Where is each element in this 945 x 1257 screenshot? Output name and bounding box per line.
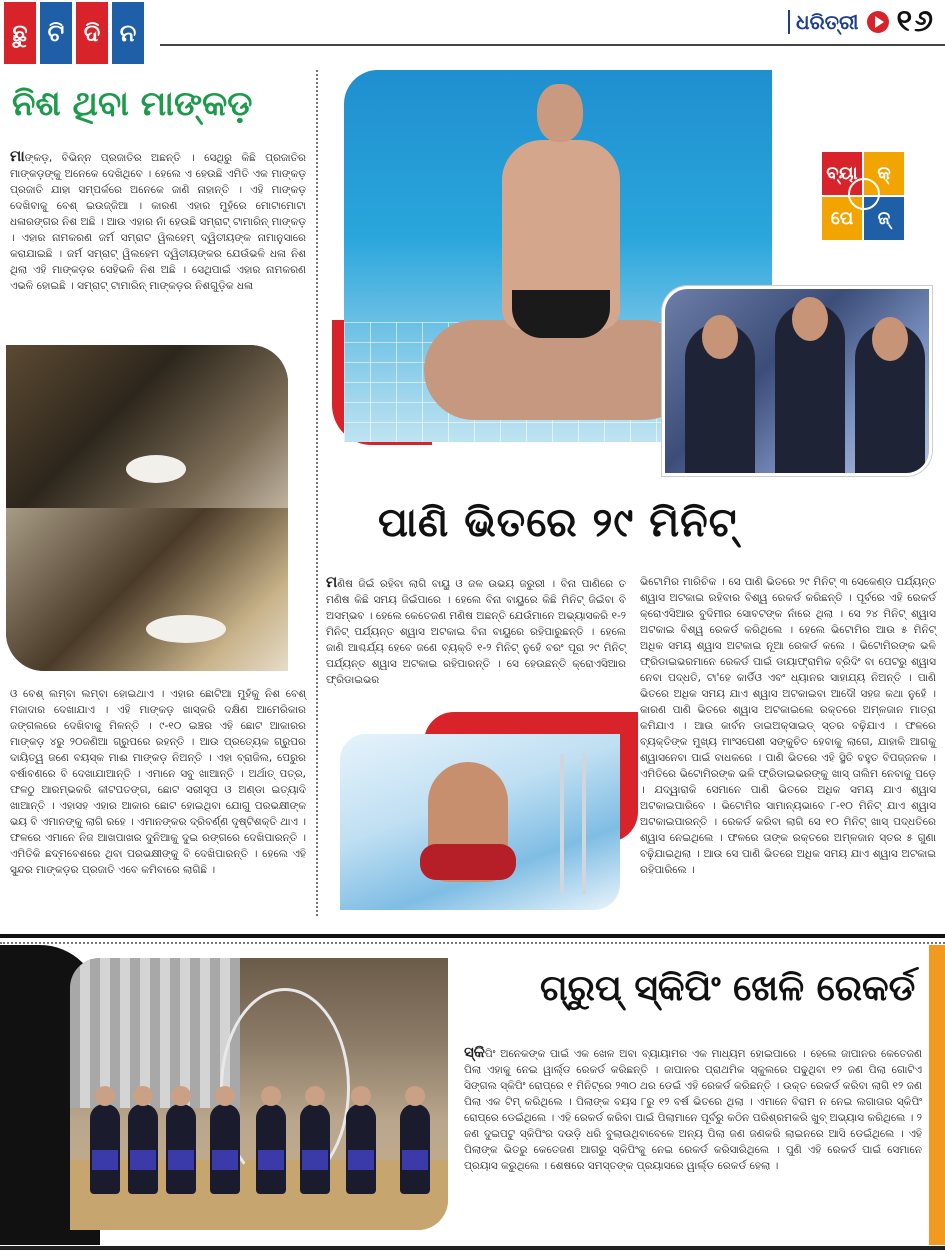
skip-body-text: ପିଂ ଅନେକଙ୍କ ପାଇଁ ଏକ ଖେଳ ଅବା ବ୍ୟାୟାମର ଏକ ମାଧ୍ୟମ ହୋଇପାରେ । ହେଲେ ଜାପାନର କେତେଜଣ ପିଲା ଏହାକୁ ନେଇ ୱାର୍ଲ୍ଡ ରେକର୍ଡ କରିଛନ୍ତି । ଜାପାନର ପ୍ରାଥମିକ ସ୍କୁଲରେ ପଢୁଥିବା ୧୨ ଜଣ ପିଲା ଗୋଟିଏ ସିଙ୍ଗଲ ସ୍କିପିଂ ରୋପ୍‌ରେ ୧ ମିନିଟ୍‌ରେ ୨୩୦ ଥର ଡେଇଁ ଏହି ରେକର୍ଡ କରିଛନ୍ତି । ଉକ୍ତ ରେକର୍ଡ କରିବା ଲାଗି ୧୨ ଜଣ ପିଲା ଏକ ଟିମ୍ କରିଥିଲେ । ପିଲାଙ୍କ ବୟସ ୮ରୁ ୧୨ ବର୍ଷ ଭିତରେ ଥିଲା । ଏମାନେ ବିରାମ ନ ନେଇ ଲଗାତାର ସ୍କିପିଂ ରୋପ୍‌ରେ ଡେଇଁଥିଲେ । ଏହି ରେକର୍ଡ କରିବା ପାଇଁ ପିଲାମାନେ ପୂର୍ବରୁ କଠିନ ପରିଶ୍ରମକରି ଖୁବ୍ ଅଭ୍ୟାସ କରିଥିଲେ । ୨ ଜଣ ଦୁଇପଟୁ ସ୍କିପିଂର ଦଉଡ଼ି ଧରି ବୁଲାଉଥିବାବେଳେ ଅନ୍ୟ ପିଲା ଜଣ ଜଣକରି ଲାଇନରେ ଆସି ଡେଇଁଥିଲେ । ଏହି ପିଲାଙ୍କ ଭିତରୁ କେତେଜଣ ଆଗରୁ ସ୍କିପିଂକୁ ନେଇ ରେକର୍ଡ କରିସାରିଥିଲେ । ପୁଣି ଏହି ରେକର୍ଡ ପାଇଁ ସେମାନେ ପ୍ରୟାସ କରୁଥିଲେ । ଶେଷରେ ସମସ୍ତଙ୍କ ପ୍ରୟାସରେ ୱାର୍ଲ୍ଡ ରେକର୍ଡ ହେଲା । <box>464 1048 922 1172</box>
pool-ladder <box>560 754 586 894</box>
section-tab-4: ନ <box>112 2 144 64</box>
diver-head-1 <box>702 315 738 359</box>
play-icon <box>867 11 889 33</box>
kid-figure-3 <box>166 1104 196 1194</box>
section-tab-1: ଛୁ <box>4 2 36 64</box>
left-article-para1 <box>10 148 306 294</box>
main-headline: ପାଣି ଭିତରେ ୨୯ ମିନିଟ୍ <box>378 500 738 546</box>
left-dropcap: ମା <box>10 147 25 165</box>
section-tabs <box>4 2 144 64</box>
main-article-col2: ଭିଟୋମିର ମାରିଚିକ । ସେ ପାଣି ଭିତରେ ୨୯ ମିନିଟ୍ ୩ ସେକେଣ୍ଡ ପର୍ଯ୍ୟନ୍ତ ଶ୍ୱାସ ଅଟକାଇ ରହିବାର ବିଶ୍ୱ ରେକର୍ଡ କରିଛନ୍ତି । ପୂର୍ବରେ ଏହି ରେକର୍ଡ କ୍ରୋଏସିଆର ବୁଦିମୀର ସୋବଟଙ୍କ ନାଁରେ ଥିଲା । ସେ ୨୪ ମିନିଟ୍ ଶ୍ୱାସ ଅଟକାଇ ବିଶ୍ୱ ରେକର୍ଡ କରିଥିଲେ । ହେଲେ ଭିଟୋମିର ଆଉ ୫ ମିନିଟ୍ ଅଧିକ ସମୟ ଶ୍ୱାସ ଅଟକାଇ ନୂଆ ରେକର୍ଡ କଲେ । ଭିଟୋମିରଙ୍କ ଭଳି ଫ୍ରିଡାଇଭରମାନେ ରେକର୍ଡ ପାଇଁ ଡାୟାଫ୍ରାମିକ ବ୍ରିଦିଂ ବା ପେଟରୁ ଶ୍ୱାସ ନେବା ପଦ୍ଧତି, ଟା'ହେ କାର୍ଡିଓ ଏବଂ ଧ୍ୟାନର ସାହାଯ୍ୟ ନିଅନ୍ତି । ପାଣି ଭିତରେ ଅଧିକ ସମୟ ଯାଏ ଶ୍ୱାସ ଅଟକାଇବା ଆଦୌ ସହଜ କଥା ନୁହେଁ । କାରଣ ପାଣି ଭିତରେ ଶ୍ୱାସ ଅଟକାଇଲେ ରକ୍ତରେ ଅମ୍ଳଜାନ ମାତ୍ରା କମିଯାଏ । ଆଉ କାର୍ବନ ଡାଇଅକ୍ସାଇଡ୍ ସ୍ତର ବଢ଼ିଯାଏ । ଫଳରେ ବ୍ୟକ୍ତିଙ୍କ ମୁଖ୍ୟ ମାଂସପେଶୀ ସଙ୍କୁଚିତ ହେବାକୁ ଲାଗେ, ଯାହାକି ଆଗକୁ ଶ୍ୱାସନେବା ପାଇଁ ବାଧକରେ । ପାଣି ଭିତରେ ଏହି ସ୍ଥିତି ବହୁତ ବିପଜ୍ଜନକ । ଏମିତିରେ ଭିଟୋମିରଙ୍କ ଭଳି ଫ୍ରିଡାଇଭରଙ୍କୁ ଖାସ୍ ତାଲିମ ନେବାକୁ ପଡ଼େ । ଯଦ୍ୱାରାକି ସେମାନେ ପାଣି ଭିତରେ ଅଧିକ ସମୟ ଯାଏ ଶ୍ୱାସ ଅଟକାଇପାରିବେ । ଭିଟୋମିର ସାମାନ୍ୟଭାବେ ୮-୧୦ ମିନିଟ୍ ଯାଏ ଶ୍ୱାସ ଅଟକାଇପାରନ୍ତି । ରେକର୍ଡ କରିବା ଲାଗି ସେ ୧୦ ମିନିଟ୍ ଖାସ୍ ପଦ୍ଧତିରେ ଶ୍ୱାସ ନେଇଥିଲେ । ଫଳରେ ତାଙ୍କ ରକ୍ତରେ ଅମ୍ଳଜାନ ସ୍ତର ୫ ଗୁଣା ବଢ଼ିଯାଇଥିଲା । ଆଉ ସେ ପାଣି ଭିତରେ ଅଧିକ ସମୟ ଯାଏ ଶ୍ୱାସ ଅଟକାଇ ରହିପାରିଲେ । <box>640 576 936 876</box>
kid-figure-4 <box>210 1104 240 1194</box>
hall-curtain <box>70 958 240 1108</box>
monkey-whisker-1 <box>126 455 186 483</box>
left-para1-text: ଙ୍କଡ଼, ବିଭିନ୍ନ ପ୍ରଜାତିର ଅଛନ୍ତି । ସେଥିରୁ କିଛି ପ୍ରଜାତିର ମାଙ୍କଡ଼ଙ୍କୁ ଅନେକେ ଦେଖିଥିବେ । ହେଲେ ଏ ହେଉଛି ଏମିତି ଏକ ମାଙ୍କଡ଼ ପ୍ରଜାତି ଯାହା ସମ୍ପର୍କରେ ଅନେକେ ଜାଣି ନାହାନ୍ତି । ଏହି ମାଙ୍କଡ଼ ଦେଖିବାକୁ ବେଶ୍ ଇଉଜ୍ଜିଆ । କାରଣ ଏହାର ମୁହଁରେ ମୋଟାମୋଟା ଧଳାରଙ୍ଗର ନିଶ ଅଛି । ଆଉ ଏହାର ନାଁ ହେଉଛି ସମ୍ରାଟ୍ ଟାମାରିନ୍ ମାଙ୍କଡ଼ । ଏହାର ନାମକରଣ ଜର୍ମ ସମ୍ରାଟ ୱିଲହେମ୍ ଦ୍ୱିତୀୟଙ୍କ ନାମାନୁସାରେ କରାଯାଇଛି । ଜର୍ମ ସମ୍ରାଟ୍ ୱିଲହେମ ଦ୍ୱିତୀୟଙ୍କର ଯେଉଁଭଳି ଧଳା ନିଶ ଥିଲା ଏହି ମାଙ୍କଡ଼ର ସେହିଭଳି ନିଶ ଅଛି । ସେଥିପାଇଁ ଏହାର ନାମକରଣ ଏଭଳି ହୋଇଛି । ସମ୍ରାଟ୍ ଟାମାରିନ୍ ମାଙ୍କଡ଼ର ନିଶଗୁଡ଼ିକ ଧଳା <box>10 152 306 292</box>
diver-trunks <box>512 290 610 338</box>
swimmer-shorts <box>420 844 516 880</box>
diver-head-3 <box>872 317 908 361</box>
skip-dropcap: ସ୍କି <box>464 1043 485 1061</box>
monkey-photo-top <box>6 345 288 508</box>
skipping-article-body <box>464 1044 922 1174</box>
brand-block <box>788 4 935 39</box>
section-dotted-rule <box>0 942 945 944</box>
section-tab-3: ଦି <box>76 2 108 64</box>
monkey-photo-bottom <box>6 508 288 671</box>
left-article-para2: ଓ ବେଶ୍ ଲମ୍ବା ଲମ୍ବା ହୋଇଥାଏ । ଏହାର ଛୋଟିଆ ମୁହଁକୁ ନିଶ ବେଶ୍ ମଜାଦାର ଦେଖାଯାଏ । ଏହି ମାଙ୍କଡ଼ ଖାସ୍‌କରି ଦକ୍ଷିଣ ଆମେରିକାର ଜଙ୍ଗଲରେ ଦେଖିବାକୁ ମିଳନ୍ତି । ୯-୧୦ ଇଞ୍ଚର ଏହି ଛୋଟ ଆକାରର ମାଙ୍କଡ଼ ୪ରୁ ୨୦ଜଣିଆ ଗ୍ରୁପରେ ରହନ୍ତି । ଆଉ ପ୍ରତ୍ୟେକ ଗ୍ରୁପର ଦାୟିତ୍ୱ ଜଣେ ବୟସ୍କ ମାଈ ମାଙ୍କଡ଼ ନିଅନ୍ତି । ଏହା ବ୍ରାଜିଲ, ପେରୁର ବର୍ଷାବଣରେ ବି ଦେଖାଯାଆନ୍ତି । ଏମାନେ ସବୁ ଖାଆନ୍ତି । ଅର୍ଥାତ୍ ପତ୍ର, ଫଳଠୁ ଆରମ୍ଭକରି କୀଟପତଙ୍ଗ, ଛୋଟ ସରୀସୃପ ଓ ଅଣ୍ଡା ଇତ୍ୟାଦି ଖାଆନ୍ତି । ଏହାସହ ଏହାର ଆକାର ଛୋଟ ହୋଇଥିବା ଯୋଗୁ ପରଭକ୍ଷୀଙ୍କ ଭୟ ବି ଏମାନଙ୍କୁ ଲାଗି ରହେ । ଏମାନଙ୍କର ଦ୍ରିବର୍ଣ୍ଣ ଦୃଷ୍ଟିଶକ୍ତି ଥାଏ । ଫଳରେ ଏମାନେ ନିଜ ଆଖପାଖର ଦୁନିଆକୁ ଦୁଇ ରଙ୍ଗରେ ଦେଖିପାରନ୍ତି । ଏମିତିକି ଛଦ୍ମବେଶରେ ଥିବା ପରଭକ୍ଷୀଙ୍କୁ ବି ଦେଖିପାରନ୍ତି । ହେଲେ ଏହି ସୁନ୍ଦର ମାଙ୍କଡ଼ର ପ୍ରଜାତି ଏବେ କମିବାରେ ଲାଗିଛି । <box>10 688 306 876</box>
badge-cell-3: ପେ <box>822 197 862 240</box>
badge-cell-1: ବ୍ୟା <box>822 152 862 195</box>
bottom-rule <box>0 1246 945 1250</box>
underwater-diver-photo <box>340 734 620 910</box>
main-col1-text: ଣିଷ ଜିଇଁ ରହିବା ଲାଗି ବାୟୁ ଓ ଜଳ ଉଭୟ ଜରୁରୀ । ବିନା ପାଣିରେ ତ ମଣିଷ କିଛି ସମୟ ଜିଇଁପାରେ । ହେଲେ ବିନା ବାୟୁରେ କିଛି ମିନିଟ୍ ଜିଇଁବା ବି ଅସମ୍ଭବ । ହେଲେ କେତେଜଣ ମଣିଷ ଅଛନ୍ତି ଯେଉଁମାନେ ଅଭ୍ୟାସକରି ୧-୨ ମିନିଟ୍ ପର୍ଯ୍ୟନ୍ତ ଶ୍ୱାସ ଅଟକାଇ ବିନା ବାୟୁରେ ରହିପାରୁଛନ୍ତି । ହେଲେ ଜାଣି ଆଶ୍ଚର୍ଯ୍ୟ ହେବେ ଜଣେ ବ୍ୟକ୍ତି ୧-୨ ମିନିଟ୍ ନୁହେଁ ବରଂ ପୂରା ୨୯ ମିନିଟ୍ ପର୍ଯ୍ୟନ୍ତ ଶ୍ୱାସ ଅଟକାଇ ରହିପାରନ୍ତି । ସେ ହେଉଛନ୍ତି କ୍ରୋଏସିଆର ଫ୍ରିଡାଇଭର <box>326 578 626 686</box>
badge-cell-4: ଜ୍ <box>864 197 904 240</box>
kid-figure-5 <box>256 1104 286 1194</box>
orange-side-bar <box>929 945 945 1245</box>
group-skipping-photo <box>70 958 448 1230</box>
page-number: ୧୬ <box>896 4 935 39</box>
skipping-headline: ଗ୍ରୁପ୍ ସ୍କିପିଂ ଖେଳି ରେକର୍ଡ <box>540 968 916 1009</box>
main-article-col1 <box>326 574 626 688</box>
kid-figure-1 <box>90 1104 120 1194</box>
diver-head-2 <box>792 297 828 341</box>
section-tab-2: ଟି <box>40 2 72 64</box>
top-rule <box>160 44 945 46</box>
kid-figure-2 <box>128 1104 158 1194</box>
diver-head <box>537 84 583 142</box>
divers-group-photo <box>662 286 932 476</box>
monkey-whisker-2 <box>146 615 226 643</box>
badge-cell-2: କ୍ <box>864 152 904 195</box>
brand-name: ଧରିତ୍ରୀ <box>788 10 858 34</box>
section-band-rule <box>0 934 945 938</box>
badge-ring-icon <box>848 178 880 210</box>
main-dropcap: ମ <box>326 573 338 591</box>
kid-figure-7 <box>346 1104 376 1194</box>
tamarin-monkey-photo <box>6 345 288 671</box>
left-article-title: ନିଶ ଥିବା ମାଙ୍କଡ଼ <box>12 84 253 124</box>
kid-figure-8 <box>400 1104 430 1194</box>
kid-figure-6 <box>300 1104 330 1194</box>
column-divider <box>316 70 318 916</box>
